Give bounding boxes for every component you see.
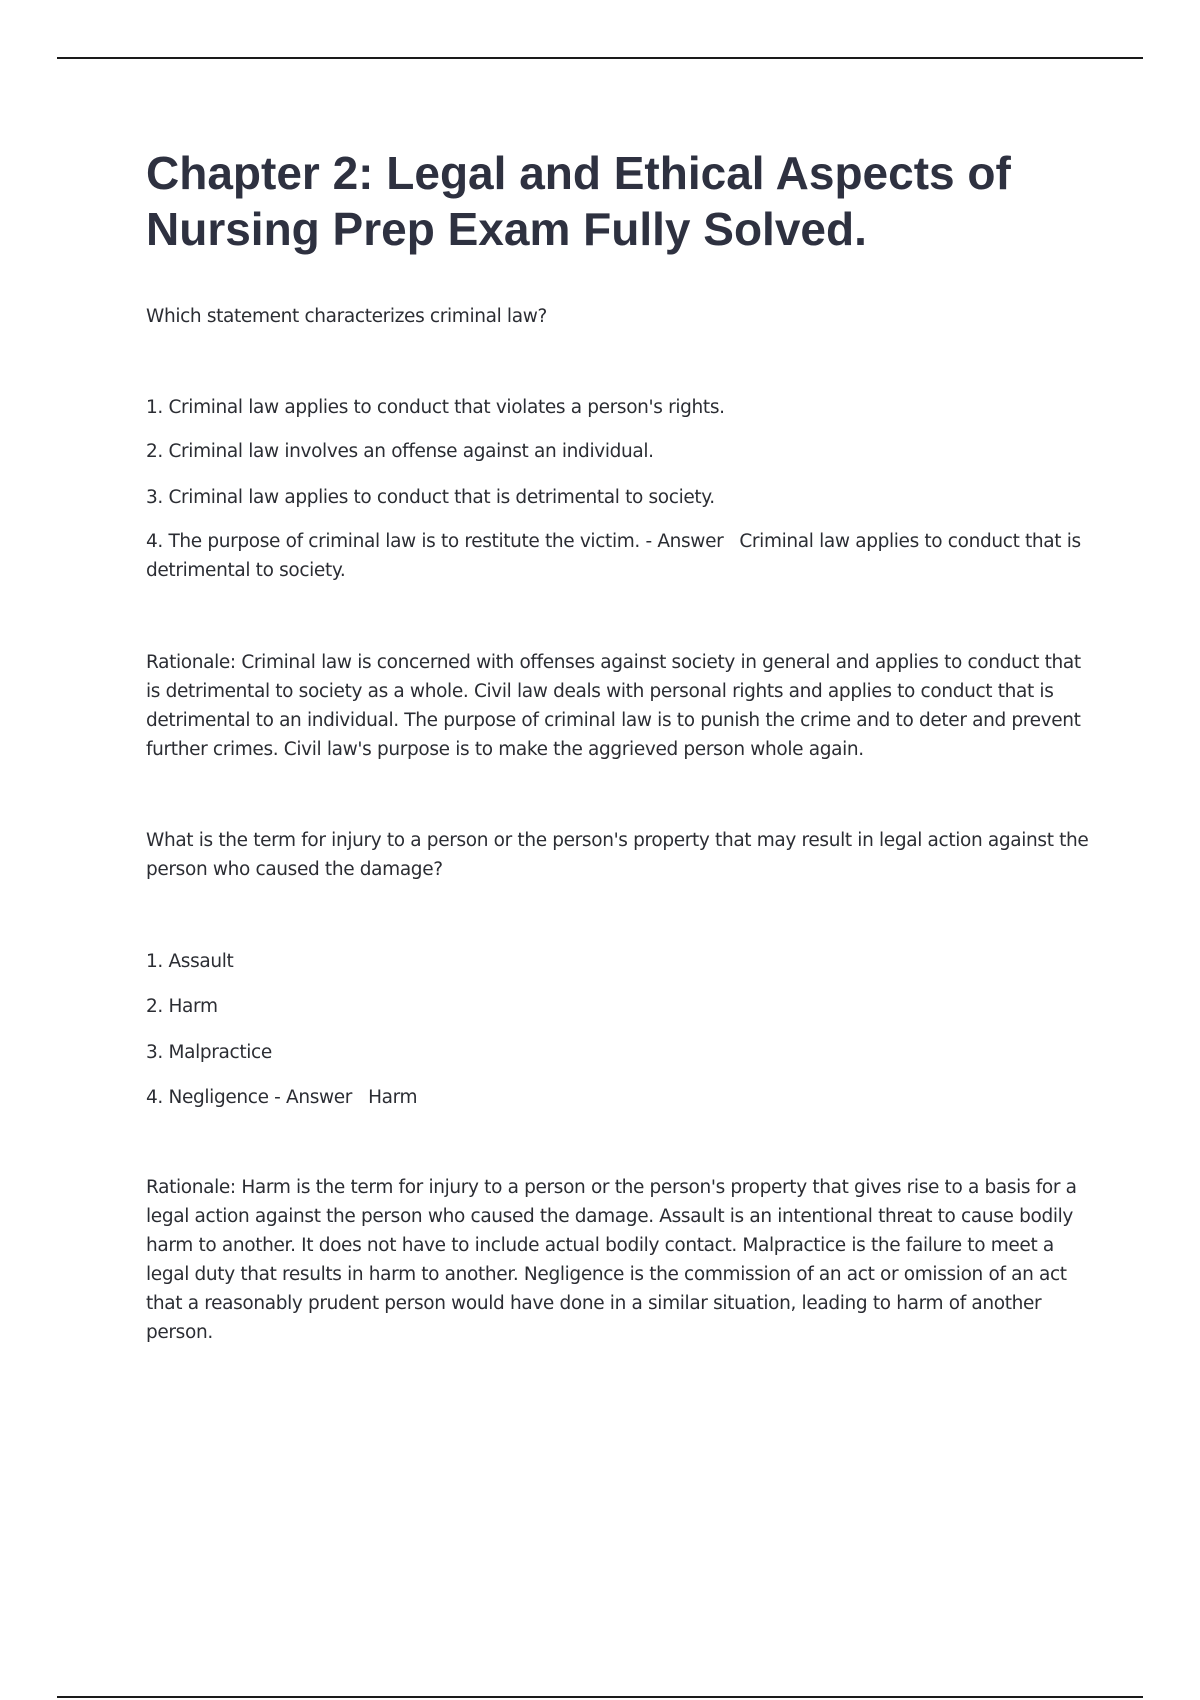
question-1-option-4-with-answer	[146, 527, 1096, 585]
bottom-divider	[57, 1696, 1143, 1698]
question-1-rationale: Rationale: Criminal law is concerned with offenses against society in general and applies to conduct that is detrimental to society as a whole. Civil law deals with personal rights and applies to conduct that is detrimental to an individual. The purpose of criminal law is to punish the crime and to deter and prevent further crimes. Civil law's purpose is to make the aggrieved person whole again.	[146, 652, 1081, 760]
question-2-prompt: What is the term for injury to a person or the person's property that may result in legal action against the person who caused the damage?	[146, 830, 1089, 880]
question-1-option-2: 2. Criminal law involves an offense against an individual.	[146, 441, 654, 462]
question-1-option-1: 1. Criminal law applies to conduct that violates a person's rights.	[146, 397, 725, 418]
document-title: Chapter 2: Legal and Ethical Aspects of Nursing Prep Exam Fully Solved.	[146, 147, 1011, 255]
top-divider	[57, 57, 1143, 59]
question-2-option-3: 3. Malpractice	[146, 1042, 272, 1063]
question-1-answer: Criminal law applies to conduct that is detrimental to society.	[146, 531, 1081, 581]
question-1-option-3: 3. Criminal law applies to conduct that is detrimental to society.	[146, 487, 715, 508]
question-2-option-2: 2. Harm	[146, 996, 218, 1017]
question-2-option-1: 1. Assault	[146, 951, 234, 972]
question-2-option-4-with-answer	[146, 1083, 1096, 1112]
question-1-prompt: Which statement characterizes criminal law?	[146, 306, 547, 327]
question-2-option-4: 4. Negligence - Answer	[146, 1087, 353, 1108]
question-2-rationale: Rationale: Harm is the term for injury to a person or the person's property that gives rise to a basis for a legal action against the person who caused the damage. Assault is an intentional threat to cause bodily harm to another. It does not have to include actual bodily contact. Malpractice is the failure to meet a legal duty that results in harm to another. Negligence is the commission of an act or omission of an act that a reasonably prudent person would have done in a similar situation, leading to harm of another person.	[146, 1177, 1077, 1343]
question-1-option-4: 4. The purpose of criminal law is to restitute the victim. - Answer	[146, 531, 724, 552]
question-2-answer: Harm	[368, 1087, 418, 1108]
